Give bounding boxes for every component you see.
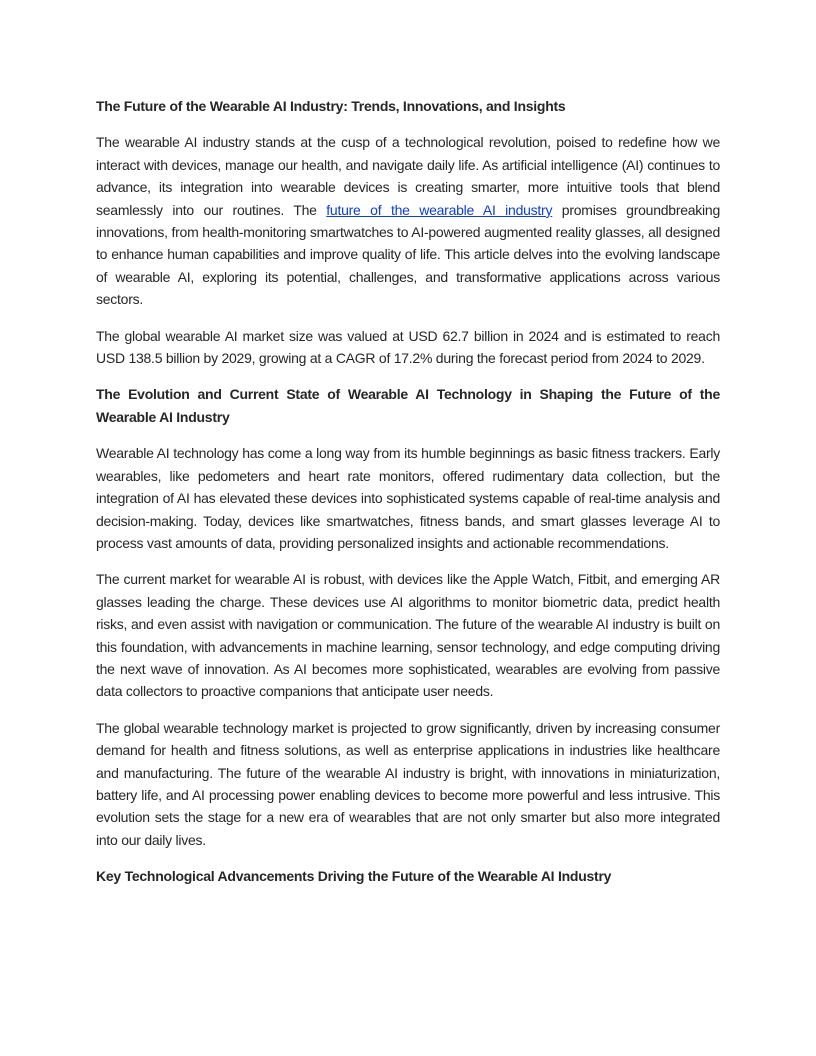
section-heading-advancements: Key Technological Advancements Driving the Future of the Wearable AI Industry — [96, 868, 612, 885]
market-size-paragraph: The global wearable AI market size was valued at USD 62.7 billion in 2024 and is estimated to reach USD 138.5 billion by 2029, growing at a CAGR of 17.2% during the forecast period from 2024 to 2029. — [96, 327, 720, 367]
intro-text-after-link: promises groundbreaking innovations, from health-monitoring smartwatches to AI-powered augmented reality glasses, all designed to enhance human capabilities and improve quality of life. This article delves into the evolving landscape of wearable AI, exploring its potential, challenges, and transformative applications across various sectors. — [96, 201, 720, 308]
document-title: The Future of the Wearable AI Industry: Trends, Innovations, and Insights — [96, 98, 566, 114]
paragraph-current-market: The current market for wearable AI is robust, with devices like the Apple Watch, Fitbit, and emerging AR glasses leading the charge. These devices use AI algorithms to monitor biometric data, predict health risks, and even assist with navigation or communication. The future of the wearable AI industry is built on this foundation, with advancements in machine learning, sensor technology, and edge computing driving the next wave of innovation. As AI becomes more sophisticated, wearables are evolving from passive data collectors to proactive companions that anticipate user needs. — [96, 571, 720, 700]
document-page — [96, 95, 720, 902]
intro-text-before-link: The wearable AI industry stands at the cusp of a technological revolution, poised to redefine how we interact with devices, manage our health, and navigate daily life. As artificial intelligence (AI) continues to advance, its integration into wearable devices is creating smarter, more intuitive tools that blend seamlessly into our routines. The — [96, 134, 720, 218]
future-of-wearable-ai-link[interactable]: future of the wearable AI industry — [326, 201, 553, 218]
intro-paragraph — [96, 131, 720, 310]
paragraph-market-growth: The global wearable technology market is projected to grow significantly, driven by increasing consumer demand for health and fitness solutions, as well as enterprise applications in industries like healthcare and manufacturing. The future of the wearable AI industry is bright, with innovations in miniaturization, battery life, and AI processing power enabling devices to become more powerful and less intrusive. This evolution sets the stage for a new era of wearables that are not only smarter but also more integrated into our daily lives. — [96, 719, 720, 848]
section-heading-evolution: The Evolution and Current State of Wearable AI Technology in Shaping the Future of the Wearable AI Industry — [96, 386, 720, 425]
paragraph-evolution-history: Wearable AI technology has come a long way from its humble beginnings as basic fitness trackers. Early wearables, like pedometers and heart rate monitors, offered rudimentary data collection, but the integration of AI has elevated these devices into sophisticated systems capable of real-time analysis and decision-making. Today, devices like smartwatches, fitness bands, and smart glasses leverage AI to process vast amounts of data, providing personalized insights and actionable recommendations. — [96, 445, 720, 551]
